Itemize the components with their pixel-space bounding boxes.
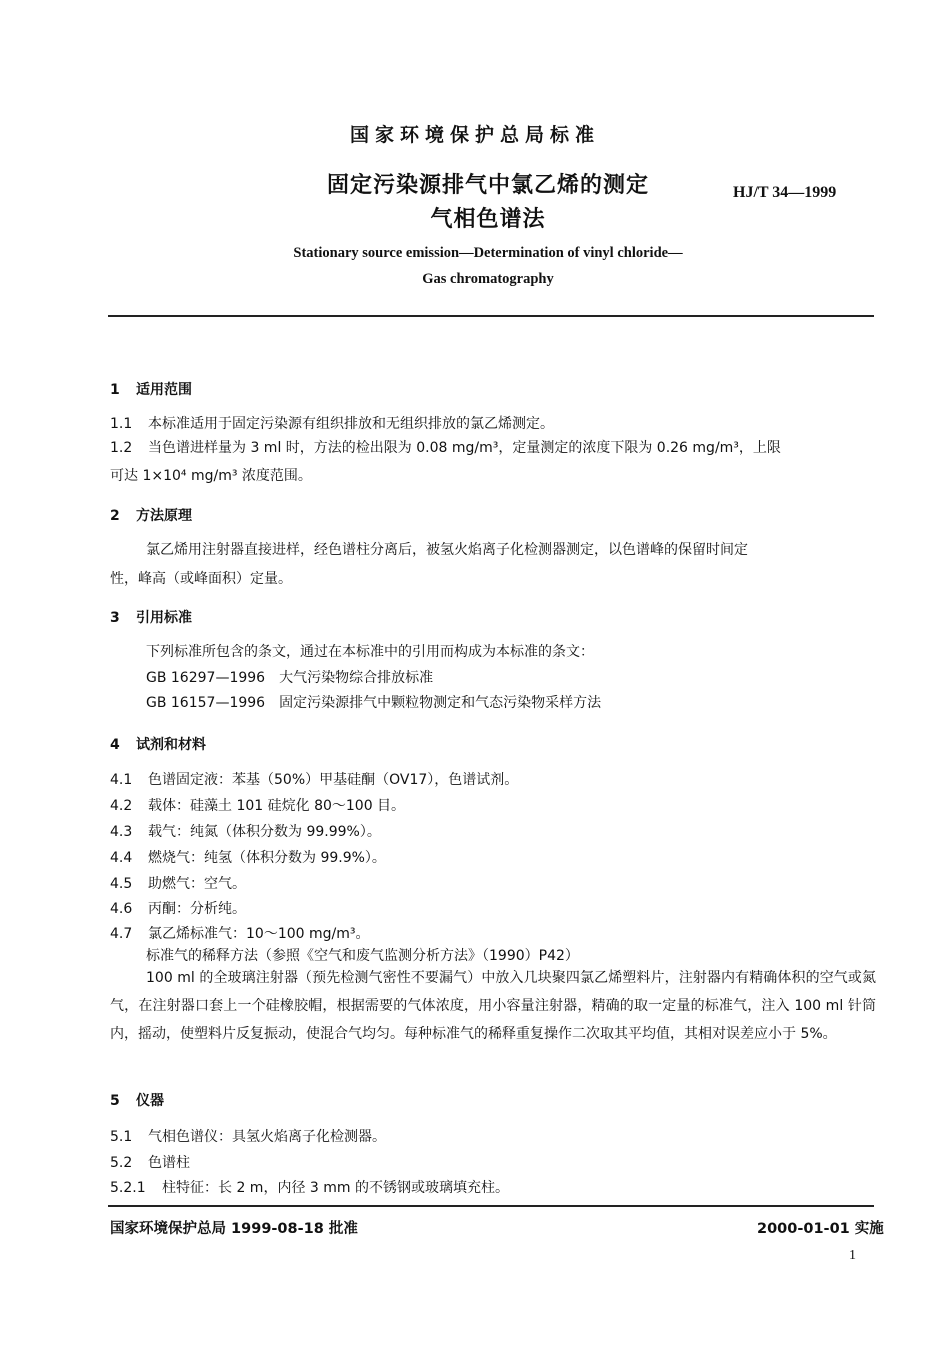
section-title: 引用标准 (136, 610, 192, 626)
clause-1-2 (110, 437, 781, 457)
clause-4-6 (110, 898, 246, 918)
section-title: 方法原理 (136, 508, 192, 524)
effective-date: 2000-01-01 实施 (757, 1221, 884, 1237)
clause-number: 5.2.1 (110, 1180, 146, 1196)
clause-text: 色谱固定液：苯基（50%）甲基硅酮（OV17），色谱试剂。 (148, 772, 519, 788)
section-title: 适用范围 (136, 382, 192, 398)
clause-number: 4.7 (110, 926, 133, 942)
section-5-heading (110, 1090, 164, 1110)
approval-date: 国家环境保护总局 1999-08-18 批准 (110, 1221, 358, 1237)
clause-4-1 (110, 769, 518, 789)
clause-5-2 (110, 1152, 190, 1172)
clause-text: 气相色谱仪：具氢火焰离子化检测器。 (148, 1129, 386, 1145)
clause-text: 助燃气：空气。 (148, 876, 246, 892)
reference-1: GB 16297—1996 大气污染物综合排放标准 (146, 670, 434, 686)
clause-1-1 (110, 413, 554, 433)
clause-1-2-continuation: 可达 1×10⁴ mg/m³ 浓度范围。 (110, 468, 312, 484)
english-title-line-2: Gas chromatography (422, 271, 554, 287)
section-2-text-line-2: 性，峰高（或峰面积）定量。 (110, 571, 292, 587)
clause-text: 载气：纯氮（体积分数为 99.99%）。 (148, 824, 381, 840)
clause-text: 燃烧气：纯氢（体积分数为 99.9%）。 (148, 850, 386, 866)
chinese-title-line-1: 固定污染源排气中氯乙烯的测定 (326, 173, 649, 198)
clause-4-2 (110, 795, 405, 815)
references-intro: 下列标准所包含的条文，通过在本标准中的引用而构成为本标准的条文： (146, 644, 594, 660)
section-number: 3 (110, 610, 120, 626)
clause-5-1 (110, 1126, 386, 1146)
header-divider (108, 315, 874, 317)
clause-text: 丙酮：分析纯。 (148, 901, 246, 917)
clause-number: 4.6 (110, 901, 133, 917)
section-number: 1 (110, 382, 120, 398)
section-number: 4 (110, 737, 120, 753)
standard-number: HJ/T 34—1999 (733, 184, 837, 201)
dilution-method-title: 标准气的稀释方法（参照《空气和废气监测分析方法》（1990）P42） (146, 948, 579, 964)
clause-text: 载体：硅藻土 101 硅烷化 80～100 目。 (148, 798, 406, 814)
clause-number: 4.2 (110, 798, 133, 814)
english-title-line-1: Stationary source emission—Determination of vinyl chloride— (293, 245, 683, 261)
section-number: 2 (110, 508, 120, 524)
section-3-heading (110, 607, 192, 627)
clause-number: 4.3 (110, 824, 133, 840)
chinese-title-line-2: 气相色谱法 (430, 207, 546, 232)
clause-text: 色谱柱 (148, 1155, 190, 1171)
page-number: 1 (849, 1248, 856, 1263)
clause-text: 本标准适用于固定污染源有组织排放和无组织排放的氯乙烯测定。 (148, 416, 554, 432)
clause-4-4 (110, 847, 386, 867)
section-2-heading (110, 505, 192, 525)
clause-number: 1.2 (110, 440, 133, 456)
clause-text: 氯乙烯标准气：10～100 mg/m³。 (148, 926, 370, 942)
dilution-method-text: 100 ml 的全玻璃注射器（预先检测气密性不要漏气）中放入几块聚四氯乙烯塑料片，注射器内有精确体积的空气或氮气，在注射器口套上一个硅橡胶帽，根据需要的气体浓度，用小容量注射器，精确的取一定量的标准气，注入 100 ml 针筒内，摇动，使塑料片反复振动，使混合气均匀。每种标准气的稀释重复操作二次取其平均值，其相对误差应小于 5%。 (110, 970, 876, 1042)
clause-number: 4.1 (110, 772, 133, 788)
section-number: 5 (110, 1093, 120, 1109)
clause-number: 4.5 (110, 876, 133, 892)
clause-4-7 (110, 923, 369, 943)
section-title: 试剂和材料 (136, 737, 206, 753)
clause-text: 柱特征：长 2 m，内径 3 mm 的不锈钢或玻璃填充柱。 (162, 1180, 509, 1196)
clause-number: 4.4 (110, 850, 133, 866)
section-2-text-line-1: 氯乙烯用注射器直接进样，经色谱柱分离后，被氢火焰离子化检测器测定，以色谱峰的保留时间定 (146, 542, 748, 558)
issuing-agency: 国家环境保护总局标准 (349, 124, 600, 146)
clause-5-2-1 (110, 1177, 509, 1197)
clause-number: 1.1 (110, 416, 133, 432)
section-4-heading (110, 734, 206, 754)
section-title: 仪器 (136, 1093, 164, 1109)
clause-number: 5.2 (110, 1155, 133, 1171)
reference-2: GB 16157—1996 固定污染源排气中颗粒物测定和气态污染物采样方法 (146, 695, 602, 711)
footer-divider (108, 1205, 874, 1207)
clause-4-3 (110, 821, 381, 841)
clause-number: 5.1 (110, 1129, 133, 1145)
clause-4-5 (110, 873, 246, 893)
clause-text: 当色谱进样量为 3 ml 时，方法的检出限为 0.08 mg/m³，定量测定的浓度下限为 0.26 mg/m³，上限 (148, 440, 781, 456)
section-1-heading (110, 379, 192, 399)
